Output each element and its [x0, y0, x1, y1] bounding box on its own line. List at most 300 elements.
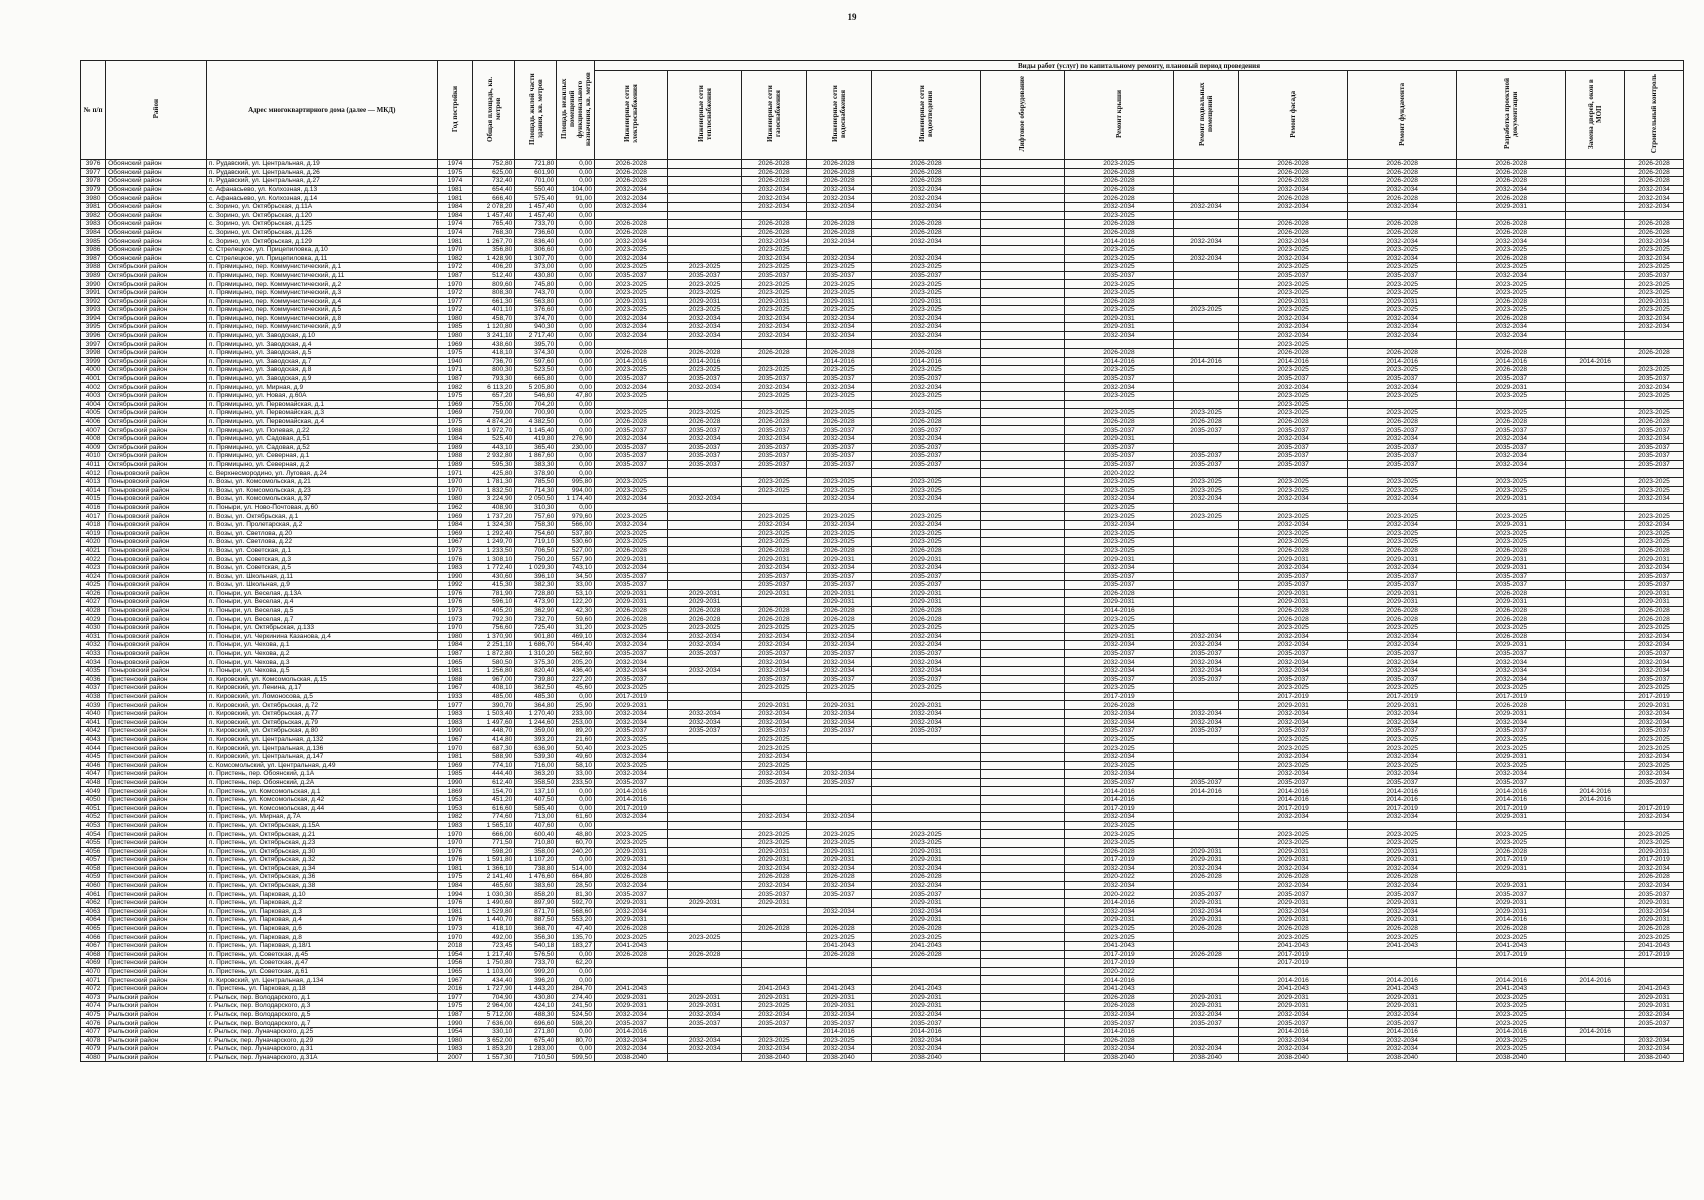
cell-work-period: 2032-2034: [1348, 563, 1457, 572]
cell-work-period: 2032-2034: [1064, 864, 1173, 873]
cell-work-period: 2032-2034: [806, 658, 871, 667]
cell-year: 1985: [437, 770, 473, 779]
cell-work-period: 2026-2028: [1457, 349, 1566, 358]
cell-total-area: 2 964,00: [473, 1002, 515, 1011]
cell-work-period: 2029-2031: [1239, 916, 1348, 925]
cell-work-period: 2023-2025: [1348, 512, 1457, 521]
cell-work-period: 2023-2025: [1348, 263, 1457, 272]
cell-work-period: [1174, 529, 1239, 538]
table-row: [81, 555, 1684, 564]
cell-total-area: 598,20: [473, 847, 515, 856]
cell-work-period: [981, 563, 1065, 572]
cell-work-period: [1174, 684, 1239, 693]
cell-row-number: 3999: [81, 357, 106, 366]
cell-work-period: 2026-2028: [871, 349, 980, 358]
cell-work-period: 2032-2034: [806, 667, 871, 676]
cell-work-period: [668, 469, 741, 478]
cell-address: п. Пристень, ул. Октябрьская, д.21: [206, 830, 437, 839]
cell-work-period: [981, 1027, 1065, 1036]
cell-total-area: 1 737,20: [473, 512, 515, 521]
cell-work-period: 2026-2028: [1625, 160, 1684, 169]
cell-work-period: 2026-2028: [1064, 701, 1173, 710]
table-row: [81, 520, 1684, 529]
cell-work-period: 2035-2037: [1174, 649, 1239, 658]
cell-work-period: 2023-2025: [1239, 735, 1348, 744]
cell-work-period: 2035-2037: [1348, 443, 1457, 452]
cell-work-period: [741, 933, 806, 942]
cell-living-area: 675,40: [515, 1036, 557, 1045]
cell-nonres-area: 81,30: [557, 890, 595, 899]
cell-work-period: 2023-2025: [1174, 512, 1239, 521]
cell-work-period: 2023-2025: [1064, 744, 1173, 753]
cell-work-period: [668, 804, 741, 813]
col-header-nonres-area: [557, 61, 595, 160]
cell-work-period: [595, 469, 668, 478]
cell-work-period: [1174, 297, 1239, 306]
cell-work-period: 2014-2016: [1348, 795, 1457, 804]
table-row: [81, 701, 1684, 710]
cell-total-area: 1 497,60: [473, 718, 515, 727]
cell-work-period: [668, 744, 741, 753]
cell-work-period: 2035-2037: [806, 649, 871, 658]
cell-year: 1970: [437, 830, 473, 839]
cell-work-period: 2035-2037: [806, 271, 871, 280]
cell-work-period: 2029-2031: [595, 993, 668, 1002]
cell-work-period: 2026-2028: [1064, 1002, 1173, 1011]
col-header-work-1: [668, 71, 741, 160]
cell-work-period: 2032-2034: [668, 667, 741, 676]
cell-work-period: [668, 581, 741, 590]
cell-address: с. Зорино, ул. Октябрьская, д.126: [206, 228, 437, 237]
cell-work-period: 2029-2031: [1174, 993, 1239, 1002]
cell-work-period: 2032-2034: [1239, 1010, 1348, 1019]
cell-work-period: 2023-2025: [1457, 263, 1566, 272]
cell-work-period: [1566, 306, 1625, 315]
cell-work-period: 2035-2037: [595, 452, 668, 461]
cell-work-period: 2032-2034: [595, 864, 668, 873]
table-row: [81, 1019, 1684, 1028]
cell-work-period: [1174, 160, 1239, 169]
cell-work-period: [981, 1036, 1065, 1045]
cell-district: Октябрьский район: [106, 357, 207, 366]
cell-work-period: 2032-2034: [1064, 770, 1173, 779]
cell-work-period: [1566, 658, 1625, 667]
cell-work-period: 2023-2025: [806, 409, 871, 418]
cell-work-period: 2026-2028: [668, 606, 741, 615]
cell-work-period: 2026-2028: [806, 606, 871, 615]
cell-district: Пристенский район: [106, 976, 207, 985]
cell-nonres-area: 33,00: [557, 770, 595, 779]
cell-work-period: [668, 245, 741, 254]
cell-year: 1974: [437, 177, 473, 186]
cell-living-area: 563,80: [515, 297, 557, 306]
table-row: [81, 185, 1684, 194]
cell-row-number: 4043: [81, 735, 106, 744]
cell-district: Пристенский район: [106, 718, 207, 727]
cell-address: п. Поныри, ул. Чехова, д.1: [206, 641, 437, 650]
cell-work-period: 2032-2034: [871, 658, 980, 667]
cell-work-period: 2026-2028: [871, 873, 980, 882]
cell-district: Поныровский район: [106, 572, 207, 581]
cell-work-period: 2035-2037: [1064, 374, 1173, 383]
cell-work-period: 2023-2025: [1064, 288, 1173, 297]
table-row: [81, 950, 1684, 959]
cell-work-period: 2035-2037: [1625, 649, 1684, 658]
cell-work-period: 2026-2028: [806, 615, 871, 624]
cell-address: с. Зорино, ул. Октябрьская, д.120: [206, 211, 437, 220]
cell-row-number: 4007: [81, 426, 106, 435]
cell-work-period: 2023-2025: [1457, 486, 1566, 495]
cell-work-period: [1174, 563, 1239, 572]
cell-work-period: 2035-2037: [741, 460, 806, 469]
cell-work-period: [1348, 959, 1457, 968]
cell-work-period: 2023-2025: [1625, 933, 1684, 942]
cell-work-period: [668, 735, 741, 744]
cell-row-number: 3980: [81, 194, 106, 203]
cell-work-period: 2029-2031: [595, 847, 668, 856]
cell-work-period: [1566, 985, 1625, 994]
cell-work-period: 2023-2025: [806, 1036, 871, 1045]
cell-work-period: 2032-2034: [806, 314, 871, 323]
cell-work-period: 2023-2025: [1457, 744, 1566, 753]
cell-total-area: 5 712,00: [473, 1010, 515, 1019]
cell-address: п. Прямицыно, пер. Коммунистический, д.5: [206, 306, 437, 315]
cell-living-area: 704,20: [515, 400, 557, 409]
cell-address: с. Стрелецкое, ул. Прицепиловка, д.10: [206, 245, 437, 254]
cell-work-period: 2032-2034: [595, 435, 668, 444]
cell-work-period: 2023-2025: [1174, 306, 1239, 315]
cell-work-period: [981, 331, 1065, 340]
cell-work-period: 2029-2031: [1239, 993, 1348, 1002]
cell-work-period: 2041-2043: [595, 942, 668, 951]
cell-address: п. Прямицыно, ул. Первомайская, д.3: [206, 409, 437, 418]
cell-living-area: 395,70: [515, 340, 557, 349]
cell-work-period: [668, 228, 741, 237]
cell-work-period: [1566, 993, 1625, 1002]
cell-living-area: 378,90: [515, 469, 557, 478]
cell-row-number: 4036: [81, 675, 106, 684]
cell-work-period: 2023-2025: [1457, 409, 1566, 418]
cell-work-period: [806, 400, 871, 409]
cell-work-period: 2032-2034: [1457, 460, 1566, 469]
cell-work-period: 2032-2034: [1174, 907, 1239, 916]
cell-work-period: 2029-2031: [668, 1002, 741, 1011]
cell-nonres-area: 205,20: [557, 658, 595, 667]
cell-work-period: 2014-2016: [1239, 976, 1348, 985]
cell-work-period: [981, 220, 1065, 229]
cell-work-period: [1566, 624, 1625, 633]
cell-work-period: [981, 804, 1065, 813]
cell-work-period: 2035-2037: [871, 581, 980, 590]
cell-work-period: 2041-2043: [871, 985, 980, 994]
cell-work-period: 2029-2031: [1457, 202, 1566, 211]
cell-work-period: 2023-2025: [1625, 538, 1684, 547]
cell-work-period: [1566, 555, 1625, 564]
cell-year: 1990: [437, 778, 473, 787]
cell-work-period: [871, 967, 980, 976]
cell-row-number: 4065: [81, 924, 106, 933]
col-header-work-label: Ремонт фундамента: [1398, 82, 1407, 146]
cell-work-period: 2026-2028: [806, 177, 871, 186]
cell-year: 1953: [437, 795, 473, 804]
cell-work-period: [1239, 967, 1348, 976]
cell-work-period: 2032-2034: [806, 254, 871, 263]
cell-work-period: 2026-2028: [1457, 417, 1566, 426]
cell-district: Рыльский район: [106, 1045, 207, 1054]
cell-district: Октябрьский район: [106, 340, 207, 349]
cell-year: 2018: [437, 942, 473, 951]
cell-work-period: 2032-2034: [1625, 718, 1684, 727]
cell-nonres-area: 557,90: [557, 555, 595, 564]
cell-work-period: [806, 469, 871, 478]
cell-work-period: [981, 864, 1065, 873]
cell-living-area: 407,60: [515, 821, 557, 830]
cell-work-period: 2023-2025: [871, 830, 980, 839]
cell-nonres-area: 233,50: [557, 778, 595, 787]
cell-work-period: 2032-2034: [1348, 718, 1457, 727]
cell-district: Октябрьский район: [106, 331, 207, 340]
cell-district: Пристенский район: [106, 933, 207, 942]
cell-address: г. Рыльск, пер. Володарского, д.3: [206, 1002, 437, 1011]
cell-work-period: [1174, 280, 1239, 289]
cell-work-period: 2026-2028: [1625, 177, 1684, 186]
cell-year: 1976: [437, 899, 473, 908]
cell-work-period: 2029-2031: [1239, 847, 1348, 856]
cell-work-period: [668, 864, 741, 873]
cell-row-number: 4044: [81, 744, 106, 753]
cell-work-period: 2023-2025: [871, 409, 980, 418]
cell-year: 1988: [437, 426, 473, 435]
cell-living-area: 999,20: [515, 967, 557, 976]
cell-work-period: 2023-2025: [1457, 392, 1566, 401]
cell-work-period: 2035-2037: [1348, 572, 1457, 581]
cell-work-period: 2035-2037: [1457, 778, 1566, 787]
cell-work-period: 2023-2025: [741, 529, 806, 538]
cell-district: Пристенский район: [106, 890, 207, 899]
cell-work-period: [981, 778, 1065, 787]
cell-work-period: [1174, 392, 1239, 401]
cell-nonres-area: 58,10: [557, 761, 595, 770]
cell-address: п. Пристень, ул. Парковая, д.18/1: [206, 942, 437, 951]
cell-work-period: [668, 830, 741, 839]
cell-work-period: [806, 340, 871, 349]
cell-nonres-area: 0,00: [557, 821, 595, 830]
cell-work-period: 2032-2034: [595, 641, 668, 650]
cell-work-period: [668, 185, 741, 194]
cell-work-period: 2032-2034: [741, 331, 806, 340]
cell-work-period: 2032-2034: [871, 1045, 980, 1054]
cell-work-period: 2035-2037: [595, 443, 668, 452]
cell-work-period: [981, 924, 1065, 933]
table-row: [81, 881, 1684, 890]
cell-work-period: 2023-2025: [1625, 263, 1684, 272]
cell-district: Пристенский район: [106, 813, 207, 822]
cell-living-area: 887,50: [515, 916, 557, 925]
cell-living-area: 5 205,80: [515, 383, 557, 392]
cell-work-period: 2014-2016: [1348, 357, 1457, 366]
cell-work-period: 2032-2034: [595, 1036, 668, 1045]
col-header-work-9: [1348, 71, 1457, 160]
cell-work-period: [1566, 185, 1625, 194]
cell-year: 1989: [437, 460, 473, 469]
cell-nonres-area: 0,00: [557, 263, 595, 272]
table-row: [81, 830, 1684, 839]
cell-work-period: [741, 357, 806, 366]
cell-work-period: [668, 684, 741, 693]
cell-address: с. Зорино, ул. Октябрьская, д.129: [206, 237, 437, 246]
cell-total-area: 418,10: [473, 924, 515, 933]
cell-work-period: 2035-2037: [1239, 572, 1348, 581]
cell-living-area: 2 050,50: [515, 495, 557, 504]
cell-work-period: [1348, 340, 1457, 349]
table-row: [81, 735, 1684, 744]
cell-work-period: [1566, 392, 1625, 401]
col-header-address: Адрес многоквартирного дома (далее — МКД): [206, 61, 437, 160]
cell-work-period: 2023-2025: [1625, 288, 1684, 297]
cell-nonres-area: 25,90: [557, 701, 595, 710]
cell-work-period: 2035-2037: [1625, 1019, 1684, 1028]
cell-district: Поныровский район: [106, 589, 207, 598]
cell-total-area: 1 249,70: [473, 538, 515, 547]
cell-work-period: 2023-2025: [871, 280, 980, 289]
cell-nonres-area: 0,00: [557, 160, 595, 169]
cell-work-period: 2023-2025: [1239, 486, 1348, 495]
cell-row-number: 4057: [81, 856, 106, 865]
cell-work-period: [981, 435, 1065, 444]
cell-address: п. Возы, ул. Советская, д.1: [206, 546, 437, 555]
cell-work-period: 2023-2025: [806, 392, 871, 401]
cell-address: с. Стрелецкое, ул. Прицепиловка, д.11: [206, 254, 437, 263]
cell-district: Поныровский район: [106, 649, 207, 658]
cell-work-period: [1566, 752, 1625, 761]
cell-total-area: 666,40: [473, 194, 515, 203]
cell-work-period: 2026-2028: [595, 417, 668, 426]
cell-work-period: 2035-2037: [806, 675, 871, 684]
cell-work-period: 2026-2028: [1348, 228, 1457, 237]
cell-work-period: 2032-2034: [1064, 1010, 1173, 1019]
cell-work-period: 2032-2034: [806, 632, 871, 641]
cell-row-number: 4011: [81, 460, 106, 469]
cell-work-period: 2014-2016: [1457, 916, 1566, 925]
cell-work-period: [595, 211, 668, 220]
cell-work-period: 2023-2025: [1064, 306, 1173, 315]
cell-total-area: 704,90: [473, 993, 515, 1002]
cell-nonres-area: 0,00: [557, 1045, 595, 1054]
cell-address: п. Прямицыно, ул. Заводская, д.5: [206, 349, 437, 358]
cell-work-period: 2032-2034: [1239, 563, 1348, 572]
cell-work-period: [981, 692, 1065, 701]
cell-work-period: [1566, 503, 1625, 512]
cell-work-period: 2026-2028: [1457, 194, 1566, 203]
cell-work-period: 2023-2025: [1457, 1002, 1566, 1011]
cell-work-period: 2023-2025: [1625, 366, 1684, 375]
cell-address: п. Поныри, ул. Веселая, д.13А: [206, 589, 437, 598]
cell-district: Пристенский район: [106, 744, 207, 753]
cell-work-period: [981, 1019, 1065, 1028]
cell-work-period: 2035-2037: [1457, 374, 1566, 383]
cell-work-period: 2014-2016: [1566, 1027, 1625, 1036]
cell-total-area: 1 233,50: [473, 546, 515, 555]
cell-work-period: 2035-2037: [741, 727, 806, 736]
cell-work-period: 2029-2031: [1348, 1002, 1457, 1011]
cell-work-period: 2035-2037: [668, 426, 741, 435]
cell-work-period: 2032-2034: [1174, 237, 1239, 246]
cell-work-period: 2035-2037: [668, 1019, 741, 1028]
cell-work-period: 2032-2034: [595, 667, 668, 676]
cell-row-number: 4017: [81, 512, 106, 521]
cell-work-period: [1566, 168, 1625, 177]
cell-year: 1983: [437, 710, 473, 719]
cell-row-number: 3994: [81, 314, 106, 323]
cell-work-period: [1174, 615, 1239, 624]
cell-work-period: 2026-2028: [1239, 615, 1348, 624]
cell-year: 1985: [437, 323, 473, 332]
cell-work-period: 2032-2034: [871, 632, 980, 641]
table-row: [81, 684, 1684, 693]
cell-work-period: 2035-2037: [1239, 581, 1348, 590]
cell-work-period: 2026-2028: [595, 873, 668, 882]
cell-work-period: 2032-2034: [1457, 435, 1566, 444]
cell-work-period: [1174, 967, 1239, 976]
cell-total-area: 1 440,70: [473, 916, 515, 925]
cell-work-period: [1348, 469, 1457, 478]
cell-work-period: 2029-2031: [1457, 598, 1566, 607]
table-row: [81, 538, 1684, 547]
cell-work-period: 2029-2031: [1625, 1002, 1684, 1011]
table-row: [81, 503, 1684, 512]
cell-work-period: [668, 658, 741, 667]
cell-year: 1971: [437, 469, 473, 478]
cell-work-period: [1566, 856, 1625, 865]
cell-address: п. Кировский, ул. Октябрьская, д.79: [206, 718, 437, 727]
cell-work-period: [668, 254, 741, 263]
cell-work-period: 2023-2025: [1239, 366, 1348, 375]
cell-work-period: 2023-2025: [668, 366, 741, 375]
cell-work-period: 2032-2034: [1457, 718, 1566, 727]
cell-work-period: 2032-2034: [1064, 520, 1173, 529]
cell-work-period: 2035-2037: [741, 443, 806, 452]
cell-nonres-area: 0,00: [557, 452, 595, 461]
cell-nonres-area: 61,60: [557, 813, 595, 822]
cell-work-period: 2023-2025: [595, 830, 668, 839]
cell-work-period: 2026-2028: [668, 417, 741, 426]
cell-work-period: 2029-2031: [1625, 993, 1684, 1002]
cell-work-period: [806, 752, 871, 761]
table-row: [81, 1053, 1684, 1062]
cell-work-period: 2026-2028: [1239, 349, 1348, 358]
cell-total-area: 612,40: [473, 778, 515, 787]
cell-district: Пристенский район: [106, 830, 207, 839]
cell-work-period: [981, 1010, 1065, 1019]
cell-district: Октябрьский район: [106, 314, 207, 323]
cell-work-period: 2029-2031: [668, 993, 741, 1002]
cell-work-period: 2035-2037: [1064, 443, 1173, 452]
cell-year: 1969: [437, 400, 473, 409]
cell-work-period: [1174, 400, 1239, 409]
cell-row-number: 4034: [81, 658, 106, 667]
cell-address: п. Кировский, ул. Центральная, д.134: [206, 976, 437, 985]
cell-work-period: [1174, 821, 1239, 830]
cell-work-period: 2023-2025: [741, 477, 806, 486]
cell-nonres-area: 53,10: [557, 589, 595, 598]
cell-work-period: 2026-2028: [871, 168, 980, 177]
cell-row-number: 4023: [81, 563, 106, 572]
table-row: [81, 873, 1684, 882]
cell-work-period: 2014-2016: [1457, 795, 1566, 804]
cell-work-period: [1457, 469, 1566, 478]
cell-work-period: 2023-2025: [806, 477, 871, 486]
cell-living-area: 750,20: [515, 555, 557, 564]
